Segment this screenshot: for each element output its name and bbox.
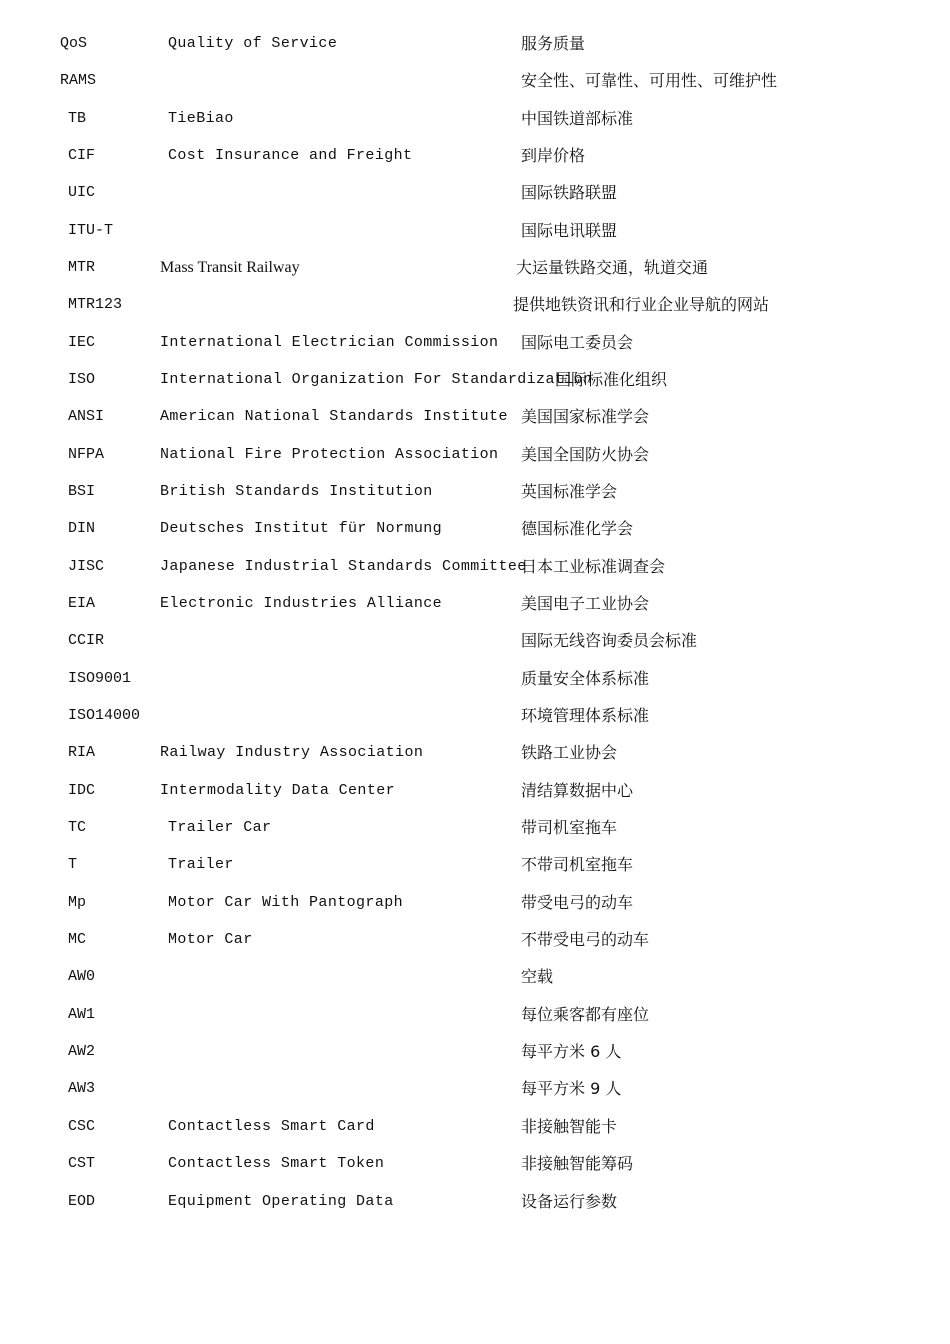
full-name: International Electrician Commission [160,334,499,351]
abbreviation: QoS [60,35,88,52]
glossary-row [0,891,950,915]
abbreviation: RAMS [60,72,97,89]
abbreviation: ITU-T [68,222,114,239]
chinese-meaning: 每平方米 6 人 [521,1042,622,1061]
chinese-meaning: 国际电讯联盟 [521,221,618,240]
glossary-row [0,144,950,168]
abbreviation: AW0 [68,968,96,985]
glossary-row [0,107,950,131]
glossary-row [0,629,950,653]
chinese-meaning: 国际标准化组织 [555,370,668,389]
glossary-row [0,32,950,56]
glossary-row [0,667,950,691]
abbreviation: MTR123 [68,296,123,313]
chinese-meaning: 非接触智能卡 [521,1117,618,1136]
abbreviation: ANSI [68,408,105,425]
abbreviation: AW3 [68,1080,96,1097]
glossary-row [0,1115,950,1139]
glossary-row [0,816,950,840]
glossary-row [0,368,950,392]
glossary-row [0,293,950,317]
chinese-meaning: 带受电弓的动车 [521,893,634,912]
full-name: Intermodality Data Center [160,782,396,799]
full-name: Trailer Car [168,819,272,836]
glossary-row [0,853,950,877]
abbreviation: UIC [68,184,96,201]
chinese-meaning: 国际铁路联盟 [521,183,618,202]
abbreviation: IEC [68,334,96,351]
glossary-row [0,592,950,616]
chinese-meaning: 非接触智能筹码 [521,1154,634,1173]
chinese-meaning: 德国标准化学会 [521,519,634,538]
abbreviation: T [68,856,78,873]
full-name: British Standards Institution [160,483,433,500]
abbreviation: TB [68,110,87,127]
glossary-row [0,779,950,803]
glossary-row [0,443,950,467]
abbreviation: ISO [68,371,96,388]
abbreviation: AW2 [68,1043,96,1060]
full-name: Contactless Smart Card [168,1118,375,1135]
full-name: Motor Car [168,931,253,948]
chinese-meaning: 服务质量 [521,34,586,53]
glossary-row [0,219,950,243]
glossary-row [0,480,950,504]
full-name: International Organization For Standardization [160,371,593,388]
glossary-row [0,1077,950,1101]
abbreviation: AW1 [68,1006,96,1023]
chinese-meaning: 美国电子工业协会 [521,594,650,613]
chinese-meaning: 空载 [521,967,554,986]
glossary-row [0,555,950,579]
abbreviation: ISO9001 [68,670,132,687]
chinese-meaning: 美国全国防火协会 [521,445,650,464]
chinese-meaning: 英国标准学会 [521,482,618,501]
full-name: Mass Transit Railway [160,259,300,276]
abbreviation: CIF [68,147,96,164]
abbreviation: IDC [68,782,96,799]
chinese-meaning: 国际电工委员会 [521,333,634,352]
chinese-meaning: 美国国家标准学会 [521,407,650,426]
abbreviation: TC [68,819,87,836]
chinese-meaning: 国际无线咨询委员会标准 [521,631,698,650]
abbreviation: NFPA [68,446,105,463]
abbreviation: CST [68,1155,96,1172]
chinese-meaning: 中国铁道部标准 [521,109,634,128]
glossary-row [0,517,950,541]
chinese-meaning: 每平方米 9 人 [521,1079,622,1098]
full-name: TieBiao [168,110,234,127]
glossary-row [0,1152,950,1176]
glossary-row [0,405,950,429]
abbreviation: CCIR [68,632,105,649]
glossary-row [0,741,950,765]
chinese-meaning: 清结算数据中心 [521,781,634,800]
abbreviation: RIA [68,744,96,761]
chinese-meaning: 不带司机室拖车 [521,855,634,874]
abbreviation: Mp [68,894,87,911]
abbreviation: BSI [68,483,96,500]
full-name: American National Standards Institute [160,408,508,425]
full-name: Railway Industry Association [160,744,424,761]
abbreviation: EIA [68,595,96,612]
full-name: Contactless Smart Token [168,1155,385,1172]
full-name: Japanese Industrial Standards Committee [160,558,527,575]
chinese-meaning: 铁路工业协会 [521,743,618,762]
full-name: Electronic Industries Alliance [160,595,443,612]
full-name: Quality of Service [168,35,338,52]
chinese-meaning: 提供地铁资讯和行业企业导航的网站 [513,295,770,314]
chinese-meaning: 大运量铁路交通，轨道交通 [516,258,709,277]
abbreviation: MC [68,931,87,948]
glossary-row [0,1190,950,1214]
full-name: Equipment Operating Data [168,1193,394,1210]
chinese-meaning: 日本工业标准调查会 [521,557,666,576]
chinese-meaning: 质量安全体系标准 [521,669,650,688]
glossary-row [0,928,950,952]
full-name: National Fire Protection Association [160,446,499,463]
abbreviation: JISC [68,558,105,575]
full-name: Trailer [168,856,234,873]
full-name: Motor Car With Pantograph [168,894,404,911]
abbreviation: DIN [68,520,96,537]
glossary-row [0,965,950,989]
glossary-row [0,704,950,728]
full-name: Deutsches Institut für Normung [160,520,443,537]
chinese-meaning: 每位乘客都有座位 [521,1005,650,1024]
glossary-row [0,256,950,280]
glossary-row [0,181,950,205]
chinese-meaning: 到岸价格 [521,146,586,165]
glossary-row [0,1003,950,1027]
full-name: Cost Insurance and Freight [168,147,413,164]
chinese-meaning: 设备运行参数 [521,1192,618,1211]
glossary-row [0,331,950,355]
abbreviation: MTR [68,259,96,276]
abbreviation: CSC [68,1118,96,1135]
glossary-row [0,69,950,93]
abbreviation: EOD [68,1193,96,1210]
abbreviation: ISO14000 [68,707,141,724]
chinese-meaning: 环境管理体系标准 [521,706,650,725]
chinese-meaning: 安全性、可靠性、可用性、可维护性 [521,71,778,90]
chinese-meaning: 不带受电弓的动车 [521,930,650,949]
glossary-row [0,1040,950,1064]
chinese-meaning: 带司机室拖车 [521,818,618,837]
